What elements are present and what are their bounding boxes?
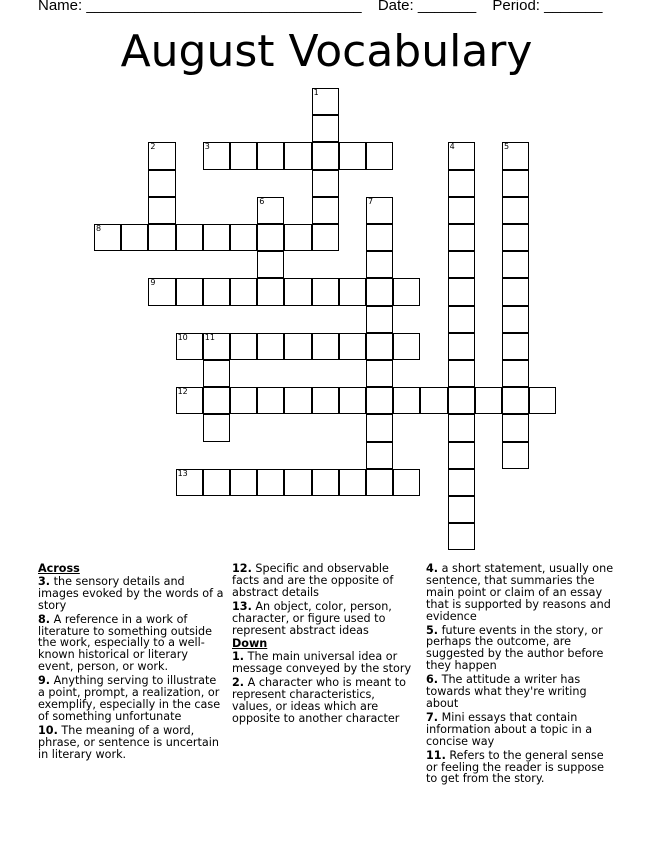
grid-cell[interactable] — [203, 333, 230, 360]
grid-cell[interactable] — [366, 306, 393, 333]
grid-cell[interactable] — [148, 278, 175, 305]
grid-cell[interactable] — [502, 251, 529, 278]
grid-cell[interactable] — [203, 387, 230, 414]
clue-across-10: 10. The meaning of a word, phrase, or sentence is uncertain in literary work. — [38, 723, 219, 761]
grid-cell[interactable] — [366, 197, 393, 224]
grid-cell[interactable] — [312, 224, 339, 251]
grid-cell[interactable] — [230, 469, 257, 496]
grid-cell[interactable] — [448, 197, 475, 224]
grid-cell[interactable] — [312, 469, 339, 496]
grid-cell[interactable] — [312, 170, 339, 197]
clue-number: 3 — [204, 142, 210, 152]
grid-cell[interactable] — [502, 360, 529, 387]
grid-cell[interactable] — [284, 469, 311, 496]
grid-cell[interactable] — [448, 224, 475, 251]
grid-cell[interactable] — [230, 224, 257, 251]
clue-down-11: 11. Refers to the general sense or feeling the reader is suppose to get from the story. — [426, 748, 604, 786]
grid-cell[interactable] — [203, 469, 230, 496]
grid-cell[interactable] — [176, 387, 203, 414]
clue-number: 7 — [368, 196, 374, 206]
name-field[interactable]: Name: _________________________________ — [38, 0, 362, 14]
grid-cell[interactable] — [448, 333, 475, 360]
date-field[interactable]: Date: _______ — [377, 0, 477, 14]
grid-cell[interactable] — [257, 224, 284, 251]
grid-cell[interactable] — [502, 278, 529, 305]
grid-cell[interactable] — [420, 387, 447, 414]
clues-column-2 — [232, 563, 416, 727]
grid-cell[interactable] — [529, 387, 556, 414]
across-heading: Across — [38, 562, 80, 575]
grid-cell[interactable] — [312, 333, 339, 360]
grid-cell[interactable] — [502, 387, 529, 414]
grid-cell[interactable] — [312, 88, 339, 115]
grid-cell[interactable] — [366, 414, 393, 441]
grid-cell[interactable] — [448, 496, 475, 523]
grid-cell[interactable] — [448, 387, 475, 414]
grid-cell[interactable] — [339, 142, 366, 169]
grid-cell[interactable] — [448, 142, 475, 169]
grid-cell[interactable] — [366, 442, 393, 469]
clue-down-7: 7. Mini essays that contain information about a topic in a concise way — [426, 710, 593, 748]
grid-cell[interactable] — [230, 387, 257, 414]
clue-across-3: 3. the sensory details and images evoked by the words of a story — [38, 574, 224, 612]
grid-cell[interactable] — [393, 278, 420, 305]
grid-cell[interactable] — [502, 306, 529, 333]
grid-cell[interactable] — [448, 360, 475, 387]
clue-down-1: 1. The main universal idea or message conveyed by the story — [232, 650, 412, 676]
grid-cell[interactable] — [502, 442, 529, 469]
grid-cell[interactable] — [284, 278, 311, 305]
clue-number: 1 — [313, 88, 319, 97]
grid-cell[interactable] — [121, 224, 148, 251]
grid-cell[interactable] — [203, 414, 230, 441]
clue-number: 2 — [150, 142, 156, 152]
grid-cell[interactable] — [94, 224, 121, 251]
clues-column-1 — [38, 561, 226, 763]
grid-cell[interactable] — [502, 142, 529, 169]
clue-down-2: 2. A character who is meant to represent characteristics, values, or ideas which are opposite to another character — [232, 676, 406, 725]
grid-cell[interactable] — [176, 469, 203, 496]
clue-across-12: 12. Specific and observable facts and are the opposite of abstract details — [232, 562, 394, 599]
grid-cell[interactable] — [366, 469, 393, 496]
grid-cell[interactable] — [176, 333, 203, 360]
page-title: August Vocabulary — [120, 26, 533, 77]
grid-cell[interactable] — [203, 142, 230, 169]
grid-cell[interactable] — [176, 278, 203, 305]
clue-number: 4 — [449, 142, 455, 152]
grid-cell[interactable] — [284, 142, 311, 169]
grid-cell[interactable] — [284, 333, 311, 360]
down-heading: Down — [232, 637, 268, 651]
grid-cell[interactable] — [148, 142, 175, 169]
grid-cell[interactable] — [257, 387, 284, 414]
grid-cell[interactable] — [230, 278, 257, 305]
grid-cell[interactable] — [203, 360, 230, 387]
clue-across-13: 13. An object, color, person, character, or figure used to represent abstract ideas — [232, 599, 392, 637]
grid-cell[interactable] — [502, 224, 529, 251]
grid-cell[interactable] — [502, 333, 529, 360]
grid-cell[interactable] — [312, 387, 339, 414]
grid-cell[interactable] — [339, 278, 366, 305]
grid-cell[interactable] — [257, 333, 284, 360]
grid-cell[interactable] — [393, 387, 420, 414]
clue-number: 5 — [504, 142, 510, 152]
grid-cell[interactable] — [339, 333, 366, 360]
grid-cell[interactable] — [312, 278, 339, 305]
grid-cell[interactable] — [448, 278, 475, 305]
grid-cell[interactable] — [203, 278, 230, 305]
clue-number: 8 — [96, 224, 102, 233]
grid-cell[interactable] — [148, 224, 175, 251]
clue-number: 12 — [177, 387, 188, 397]
grid-cell[interactable] — [366, 142, 393, 169]
grid-cell[interactable] — [284, 387, 311, 414]
grid-cell[interactable] — [448, 442, 475, 469]
grid-cell[interactable] — [366, 224, 393, 251]
grid-cell[interactable] — [502, 414, 529, 441]
grid-cell[interactable] — [339, 469, 366, 496]
grid-cell[interactable] — [448, 170, 475, 197]
clue-number: 13 — [177, 468, 188, 478]
grid-cell[interactable] — [257, 197, 284, 224]
grid-cell[interactable] — [366, 333, 393, 360]
clue-number: 11 — [204, 332, 215, 342]
grid-cell[interactable] — [448, 469, 475, 496]
grid-cell[interactable] — [366, 387, 393, 414]
grid-cell[interactable] — [257, 142, 284, 169]
clues-column-3 — [426, 563, 616, 787]
grid-cell[interactable] — [230, 333, 257, 360]
grid-cell[interactable] — [366, 360, 393, 387]
grid-cell[interactable] — [176, 224, 203, 251]
grid-cell[interactable] — [502, 197, 529, 224]
clue-number: 6 — [259, 196, 265, 206]
clue-across-9: 9. Anything serving to illustrate a point, prompt, a realization, or exemplify, especially in the case of something unfortunate — [38, 674, 221, 723]
clue-across-8: 8. A reference in a work of literature to something outside the work, especially to a well-known historical or literary event, person, or work. — [38, 612, 213, 674]
period-field[interactable]: Period: _______ — [492, 0, 603, 14]
clue-down-6: 6. The attitude a writer has towards what they're writing about — [426, 673, 587, 710]
grid-cell[interactable] — [366, 278, 393, 305]
clue-down-5: 5. future events in the story, or perhaps the outcome, are suggested by the author before they happen — [426, 623, 604, 673]
clue-down-4: 4. a short statement, usually one sentence, that summaries the main point or claim of an essay that is supported by reasons and evidence — [426, 562, 614, 623]
grid-cell[interactable] — [366, 251, 393, 278]
grid-cell[interactable] — [203, 224, 230, 251]
grid-cell[interactable] — [448, 251, 475, 278]
grid-cell[interactable] — [312, 142, 339, 169]
grid-cell[interactable] — [502, 170, 529, 197]
grid-cell[interactable] — [257, 469, 284, 496]
grid-cell[interactable] — [393, 333, 420, 360]
grid-cell[interactable] — [230, 142, 257, 169]
clue-number: 9 — [150, 278, 156, 288]
grid-cell[interactable] — [448, 306, 475, 333]
grid-cell[interactable] — [257, 278, 284, 305]
grid-cell[interactable] — [148, 197, 175, 224]
grid-cell[interactable] — [148, 170, 175, 197]
grid-cell[interactable] — [284, 224, 311, 251]
grid-cell[interactable] — [312, 197, 339, 224]
grid-cell[interactable] — [393, 469, 420, 496]
grid-cell[interactable] — [257, 251, 284, 278]
grid-cell[interactable] — [448, 414, 475, 441]
grid-cell[interactable] — [339, 387, 366, 414]
grid-cell[interactable] — [475, 387, 502, 414]
grid-cell[interactable] — [448, 523, 475, 550]
grid-cell[interactable] — [312, 115, 339, 142]
clue-number: 10 — [177, 332, 188, 342]
